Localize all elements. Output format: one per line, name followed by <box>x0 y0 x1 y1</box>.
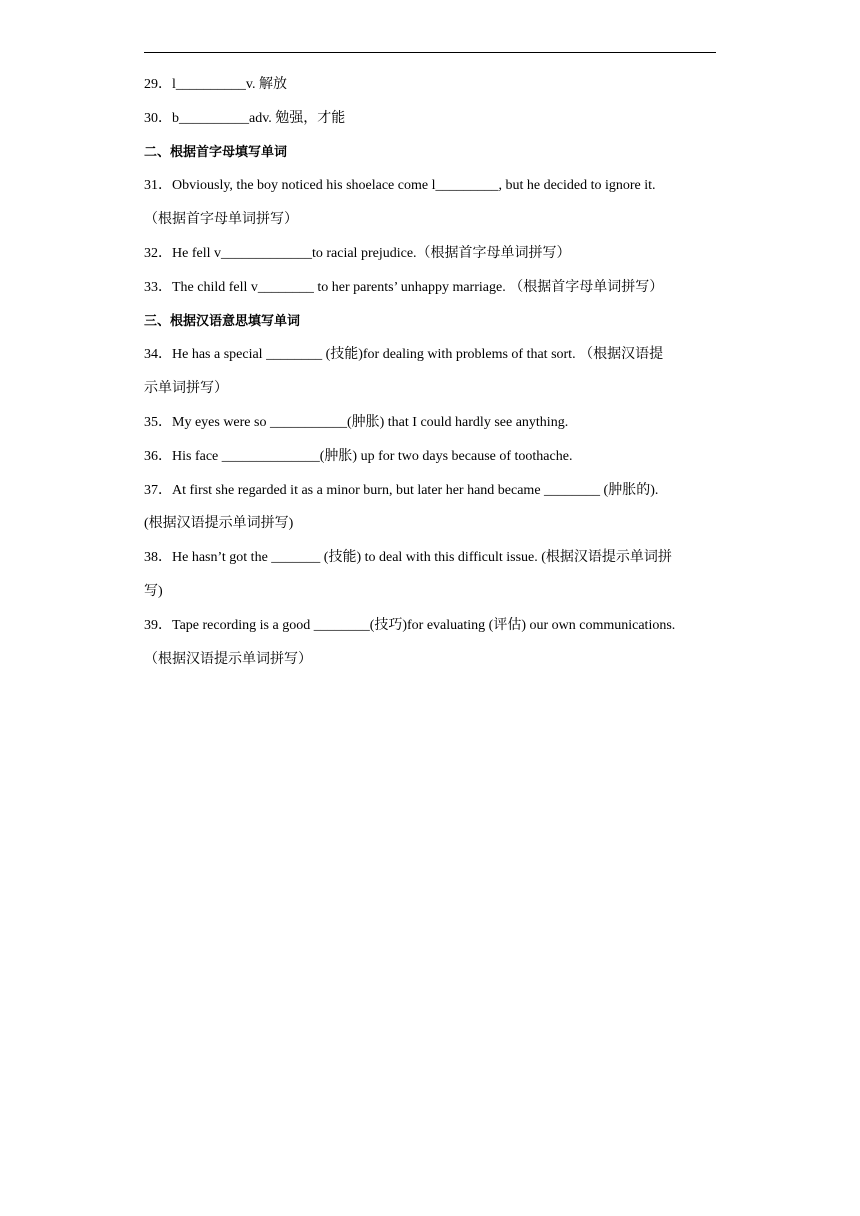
exercise-item-30: 30．b__________adv. 勉强，才能 <box>144 110 346 126</box>
exercise-item-35: 35．My eyes were so ___________(肿胀) that I could hardly see anything. <box>144 414 569 430</box>
section-heading-2: 二、根据首字母填写单词 <box>144 144 288 160</box>
exercise-item-32: 32．He fell v_____________to racial prejudice.（根据首字母单词拼写） <box>144 245 571 261</box>
exercise-item-37-note: (根据汉语提示单词拼写) <box>144 516 294 532</box>
exercise-item-31: 31．Obviously, the boy noticed his shoelace come l_________, but he decided to ignore it. <box>144 178 656 194</box>
exercise-item-37: 37．At first she regarded it as a minor burn, but later her hand became ________ (肿胀的). <box>144 482 659 498</box>
exercise-item-29: 29．l__________v. 解放 <box>144 77 287 92</box>
section-heading-3: 三、根据汉语意思填写单词 <box>144 313 301 329</box>
exercise-item-31-note: （根据首字母单词拼写） <box>144 212 298 228</box>
exercise-item-34-cont: 示单词拼写） <box>144 381 228 397</box>
header-rule <box>144 52 716 53</box>
exercise-item-38: 38．He hasn’t got the _______ (技能) to deal with this difficult issue. (根据汉语提示单词拼 <box>144 550 672 566</box>
exercise-item-38-cont: 写) <box>144 583 163 599</box>
exercise-item-33: 33．The child fell v________ to her parents’ unhappy marriage. （根据首字母单词拼写） <box>144 279 664 295</box>
exercise-item-39: 39．Tape recording is a good ________(技巧)for evaluating (评估) our own communications. <box>144 617 676 633</box>
exercise-item-39-note: （根据汉语提示单词拼写） <box>144 651 312 667</box>
exercise-item-34: 34．He has a special ________ (技能)for dealing with problems of that sort. （根据汉语提 <box>144 347 664 363</box>
exercise-item-36: 36．His face ______________(肿胀) up for two days because of toothache. <box>144 448 573 464</box>
exercise-content <box>144 68 718 676</box>
